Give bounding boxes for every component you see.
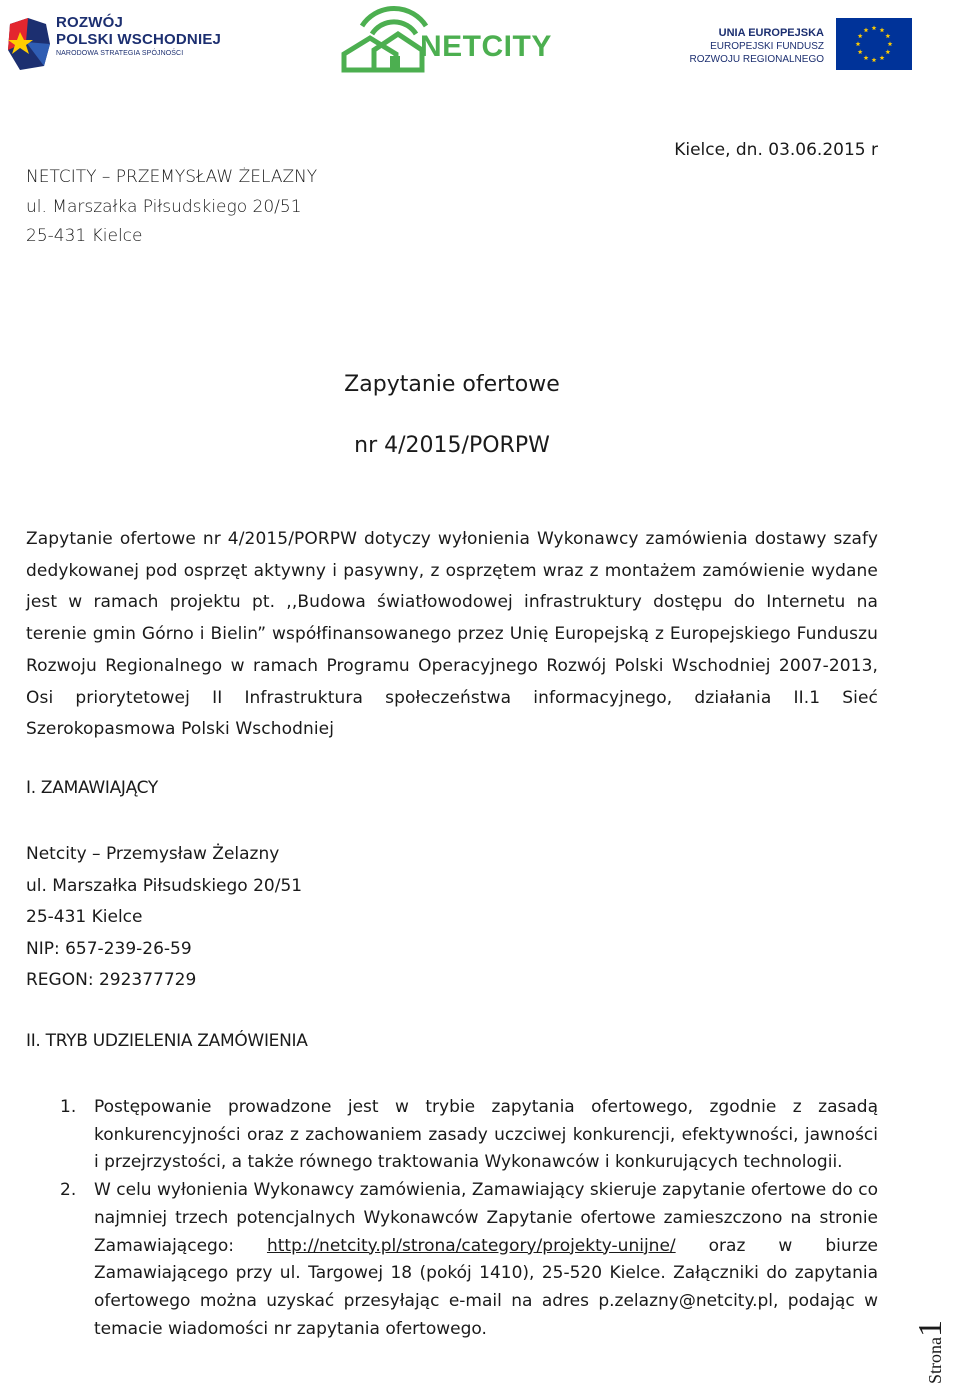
eu-logo-line2: EUROPEJSKI FUNDUSZ [710,41,824,52]
eu-logo-line3: ROZWOJU REGIONALNEGO [689,54,824,65]
list-item [26,1094,878,1177]
list-item-text: Postępowanie prowadzone jest w trybie zapytania ofertowego, zgodnie z zasadą konkurencyjności oraz z zachowaniem zasady uczciwej konkurencji, efektywności, jawności i przejrzystości, a także równego traktowania Wykonawców i konkurujących technologii. [94,1097,878,1173]
document-title: Zapytanie ofertowe [344,372,560,397]
page-footer [912,1294,956,1384]
list-item-text: W celu wyłonienia Wykonawcy zamówienia, Zamawiający skieruje zapytanie ofertowe do co najmniej trzech potencjalnych Wykonawców Zapytanie ofertowe zamieszczono na stronie Zamawiającego: [94,1180,878,1256]
section-heading-tryb: II. TRYB UDZIELENIA ZAMÓWIENIA [26,1031,308,1051]
eu-flag-icon [836,18,912,70]
contact-block [26,839,302,997]
letter-date: Kielce, dn. 03.06.2015 r [674,140,878,160]
netcity-logo-text: NETCITY [420,30,552,63]
document-number: nr 4/2015/PORPW [354,433,550,458]
list-item [26,1177,878,1343]
eu-logo-text [690,27,824,66]
contact-street: ul. Marszałka Piłsudskiego 20/51 [26,875,303,896]
rpw-logo-line3: NARODOWA STRATEGIA SPÓJNOŚCI [56,50,184,57]
projects-link[interactable]: http://netcity.pl/strona/category/projekty-unijne/ [266,1235,676,1256]
list-item-number: 1. [60,1097,77,1117]
eu-logo-line1: UNIA EUROPEJSKA [718,27,824,39]
contact-city: 25-431 Kielce [26,907,143,928]
contact-nip: NIP: 657-239-26-59 [26,938,192,959]
sender-city: 25-431 Kielce [26,226,143,246]
sender-name: NETCITY – PRZEMYSŁAW ŻELAZNY [26,167,318,187]
contact-name: Netcity – Przemysław Żelazny [26,844,280,864]
page-number: 1 [912,1320,949,1337]
rpw-logo-line2: POLSKI WSCHODNIEJ [56,31,222,48]
procedure-list [26,1094,878,1343]
sender-street: ul. Marszałka Piłsudskiego 20/51 [26,196,302,217]
page-label: Strona [925,1337,945,1384]
rpw-logo-line1: ROZWÓJ [56,14,124,31]
sender-address [26,163,317,252]
section-heading-zamawiajacy: I. ZAMAWIAJĄCY [26,778,159,798]
rpw-logo-text [56,14,221,60]
list-item-text-continued: oraz w biurze Zamawiającego przy ul. Targowej 18 (pokój 1410), 25-520 Kielce. Załączniki do zapytania ofertowego można uzyskać przesyłając e-mail na adres p.zelazny@netcity.pl, podając w temacie wiadomości nr zapytania ofertowego. [94,1235,878,1339]
list-item-number: 2. [60,1180,77,1201]
contact-regon: REGON: 292377729 [26,970,197,991]
intro-paragraph: Zapytanie ofertowe nr 4/2015/PORPW dotyczy wyłonienia Wykonawcy zamówienia dostawy szafy dedykowanej pod osprzęt aktywny i pasywny, z osprzętem wraz z montażem zamówienie wydane jest w ramach projektu pt. ,,Budowa światłowodowej infrastruktury dostępu do Internetu na terenie gmin Górno i Bielin” współfinansowanego przez Unię Europejską z Europejskiego Funduszu Rozwoju Regionalnego w ramach Programu Operacyjnego Rozwój Polski Wschodniej 2007-2013, Osi priorytetowej II Infrastruktura społeczeństwa informacyjnego, działania II.1 Sieć Szerokopasmowa Polski Wschodniej [26,529,878,740]
